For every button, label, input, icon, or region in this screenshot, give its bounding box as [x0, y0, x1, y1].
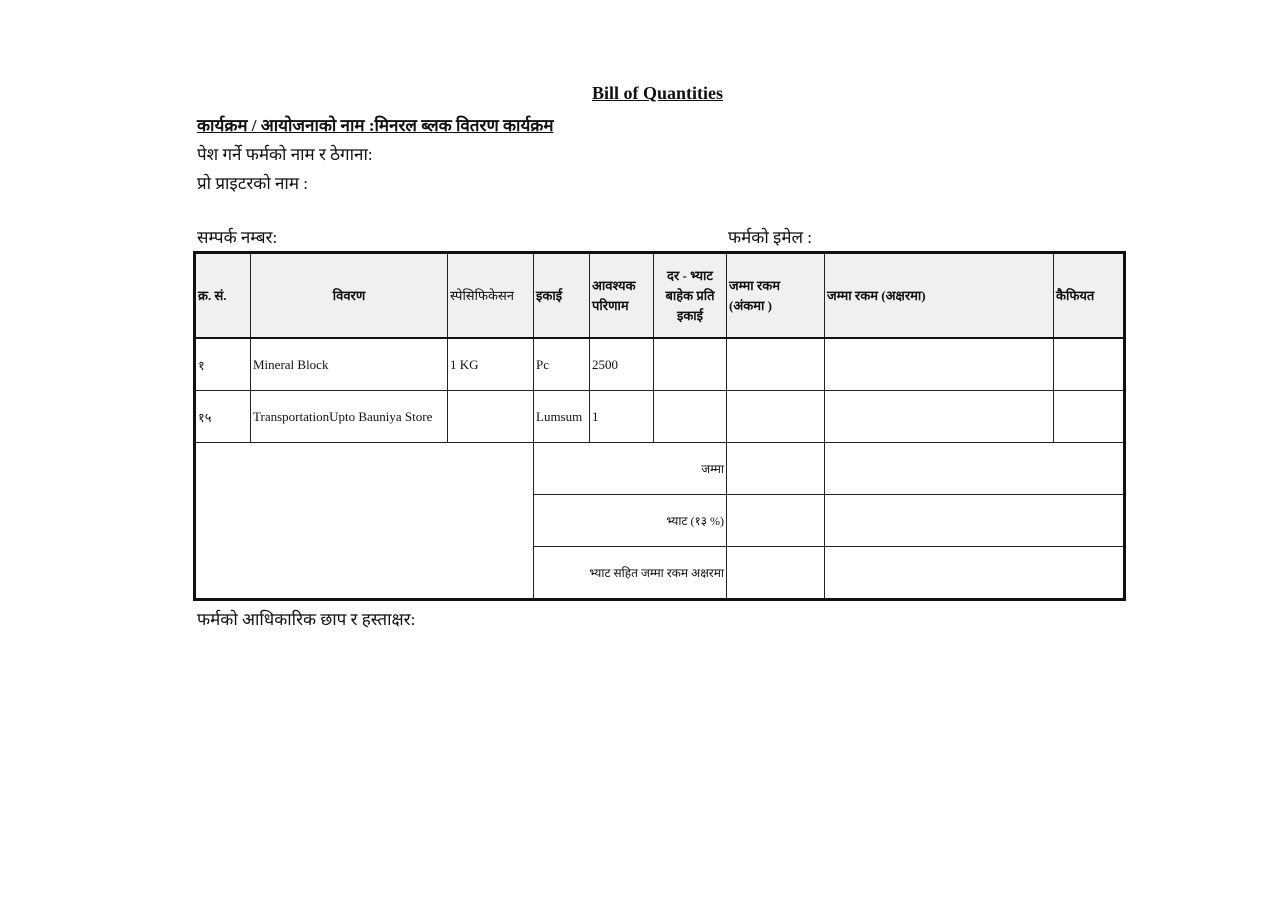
- header-unit: इकाई: [534, 253, 590, 339]
- row-unit: Lumsum: [534, 391, 590, 443]
- row-amount: [727, 338, 825, 391]
- table-row: [195, 338, 1125, 391]
- vat-words-cell: [825, 495, 1125, 547]
- grand-total-label: भ्याट सहित जम्मा रकम अक्षरमा: [534, 547, 727, 600]
- row-rate: [654, 338, 727, 391]
- header-amount-figures: [727, 253, 825, 339]
- row-unit: Pc: [534, 338, 590, 391]
- table-header-row: [195, 253, 1125, 339]
- row-description: TransportationUpto Bauniya Store: [251, 391, 448, 443]
- header-description: विवरण: [251, 253, 448, 339]
- row-rate: [654, 391, 727, 443]
- proprietor-name-line: प्रो प्राइटरको नाम :: [197, 174, 308, 193]
- header-required-quantity: [590, 253, 654, 339]
- total-row: [195, 443, 1125, 495]
- header-amount-line1: जम्मा रकम: [729, 277, 780, 293]
- row-amount: [727, 391, 825, 443]
- bill-of-quantities-table: [193, 251, 1126, 601]
- row-serial-number: १: [195, 338, 251, 391]
- total-words-cell: [825, 443, 1125, 495]
- header-rate-line3: इकाई: [676, 307, 704, 323]
- total-label: जम्मा: [534, 443, 727, 495]
- firm-email-label: फर्मको इमेल :: [728, 228, 812, 247]
- header-rate-line2: बाहेक प्रति: [665, 287, 715, 303]
- row-serial-number: १५: [195, 391, 251, 443]
- table-row: [195, 391, 1125, 443]
- row-amount-words: [825, 391, 1054, 443]
- header-amount-line2: (अंकमा ): [729, 297, 772, 313]
- row-amount-words: [825, 338, 1054, 391]
- total-amount-cell: [727, 443, 825, 495]
- page-title: Bill of Quantities: [592, 83, 724, 103]
- row-specification: 1 KG: [448, 338, 534, 391]
- header-rate-line1: दर - भ्याट: [667, 267, 713, 283]
- contact-number-label: सम्पर्क नम्बर:: [197, 228, 278, 247]
- row-quantity: 2500: [590, 338, 654, 391]
- header-serial-number: क्र. सं.: [195, 253, 251, 339]
- vat-amount-cell: [727, 495, 825, 547]
- row-quantity: 1: [590, 391, 654, 443]
- program-name-line: कार्यक्रम / आयोजनाको नाम :मिनरल ब्लक वितरण कार्यक्रम: [197, 116, 554, 135]
- grand-total-words-cell: [825, 547, 1125, 600]
- row-remarks: [1054, 391, 1125, 443]
- row-specification: [448, 391, 534, 443]
- row-description: Mineral Block: [251, 338, 448, 391]
- vat-label: भ्याट (१३ %): [534, 495, 727, 547]
- header-required-quantity-line2: परिणाम: [592, 297, 629, 313]
- header-amount-words: जम्मा रकम (अक्षरमा): [825, 253, 1054, 339]
- firm-name-address-line: पेश गर्ने फर्मको नाम र ठेगाना:: [197, 145, 373, 164]
- header-rate-excl-vat: [654, 253, 727, 339]
- totals-blank-area: [195, 443, 534, 600]
- header-remarks: कैफियत: [1054, 253, 1125, 339]
- header-required-quantity-line1: आवश्यक: [592, 277, 636, 293]
- grand-total-amount-cell: [727, 547, 825, 600]
- header-specification: स्पेसिफिकेसन: [448, 253, 534, 339]
- row-remarks: [1054, 338, 1125, 391]
- official-seal-signature-label: फर्मको आधिकारिक छाप र हस्ताक्षर:: [197, 610, 416, 629]
